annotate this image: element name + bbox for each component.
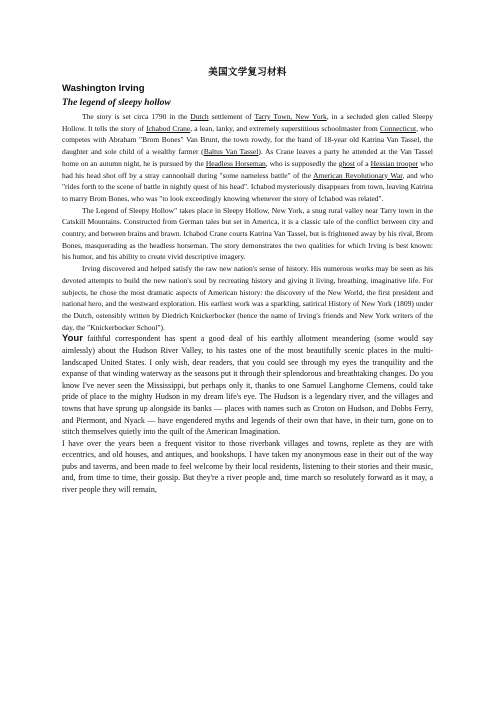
document-title: 美国文学复习材料 bbox=[208, 67, 287, 78]
paragraph-plot-summary bbox=[62, 111, 433, 205]
document-body bbox=[62, 111, 433, 496]
link-ichabod-crane[interactable]: Ichabod Crane bbox=[146, 123, 191, 133]
text-span: ). As Crane leaves a party he attended at the Van Tassel home on an autumn night, he is pursued by the bbox=[62, 147, 433, 168]
paragraph-setting: The Legend of Sleepy Hollow" takes place in Sleepy Hollow, New York, a snug rural valley near Tarry town in the Catskill Mountains. Constructed from German tales but set in America, it is a classic tale of the conflict between city and country, and between brains and brawn. Ichabod Crane courts Katrina Van Tassel, but is frightened away by his rival, Brom Bones, masquerading as the headless horseman. The story demonstrates the two qualities for which Irving is best known: his humor, and his ability to create vivid descriptive imagery. bbox=[62, 205, 433, 262]
paragraph-irving-history: Irving discovered and helped satisfy the raw new nation's sense of history. His numerous works may be seen as his devoted attempts to build the new nation's soul by recreating history and giving it living, breathing, imaginative life. For subjects, he chose the most dramatic aspects of American history: the discovery of the New World, the first president and national hero, and the westward exploration. His earliest work was a sparkling, satirical History of New York (1809) under the Dutch, ostensibly written by Diedrich Knickerbocker (hence the name of Irving's friends and New York writers of the day, the "Knickerbocker School"). bbox=[62, 264, 433, 332]
paragraph-river-villages: I have over the years been a frequent visitor to those riverbank villages and towns, replete as they are with eccentrics, and old houses, and antiques, and bookshops. I have taken my anonymous ease in their out of the way pubs and taverns, and been made to feel welcome by their local residents, listening to their stories and their music, and, from time to time, their gossip. But they're a river people and, time march so resolutely forward as it may, a river people they will remain, bbox=[62, 438, 433, 495]
link-american-revolutionary-war[interactable]: American Revolutionary War bbox=[313, 170, 403, 180]
link-connecticut[interactable]: Connecticut bbox=[379, 123, 417, 133]
first-word: Your bbox=[62, 333, 83, 345]
link-headless-horseman[interactable]: Headless Horseman bbox=[205, 158, 266, 168]
link-ghost[interactable]: ghost bbox=[338, 158, 355, 168]
text-span: , in a secluded glen called Sleepy Hollow. It tells the story of bbox=[62, 112, 433, 133]
text-span: settlement of bbox=[208, 112, 255, 121]
text-span: of a bbox=[354, 158, 371, 168]
link-dutch[interactable]: Dutch bbox=[190, 112, 209, 121]
text-span: , who is supposedly the bbox=[265, 158, 339, 168]
text-span: faithful correspondent has spent a good deal of his earthly allotment meandering (some would say aimlessly) about the Hudson River Valley, to his tastes one of the most beautifully scenic places in the multi-landscaped United States. I only wish, dear readers, that you could see through my eyes the tranquility and the expanse of that winding waterway as the seasons put it through their splendorous and breathtaking changes. Do you know I've never seen the Mississippi, but perhaps only it, thanks to one Samuel Langhorne Clemens, could take pride of place to the mighty Hudson in my dream life's eye. The Hudson is a legendary river, and the villages and towns that have sprung up alongside its banks — places with names such as Croton on Hudson, and Dobbs Ferry, and Piermont, and Nyack — have engendered myths and legends of their own that have, in their turn, gone on to stitch themselves quietly into the quilt of the American Imagination. bbox=[62, 334, 433, 437]
paragraph-hudson-river bbox=[62, 333, 433, 437]
text-span: who had his head shot off by a stray cannonball during "some nameless battle" of the bbox=[62, 158, 433, 180]
text-span: , who competes with Abraham "Brom Bones" Van Brunt, the town rowdy, for the hand of 18-year old Katrina Van Tassel, the daughter and sole child of a wealthy farmer ( bbox=[62, 123, 433, 157]
text-span: , a lean, lanky, and extremely superstitious schoolmaster from bbox=[190, 123, 380, 133]
author-heading: Washington Irving bbox=[62, 83, 145, 94]
link-tarry-town[interactable]: Tarry Town, New York bbox=[254, 112, 327, 121]
text-span: , and who "rides forth to the scene of battle in nightly quest of his head". Ichabod mysteriously disappears from town, leaving Katrina to marry Brom Bones, who was "to look exceedingly knowing whenever the story of Ichabod was related". bbox=[62, 170, 433, 203]
link-baltus-van-tassel[interactable]: Baltus Van Tassel bbox=[203, 147, 259, 157]
text-span: The story is set circa 1790 in the bbox=[82, 112, 191, 121]
link-hessian-trooper[interactable]: Hessian trooper bbox=[370, 158, 419, 168]
work-title: The legend of sleepy hollow bbox=[62, 98, 171, 108]
